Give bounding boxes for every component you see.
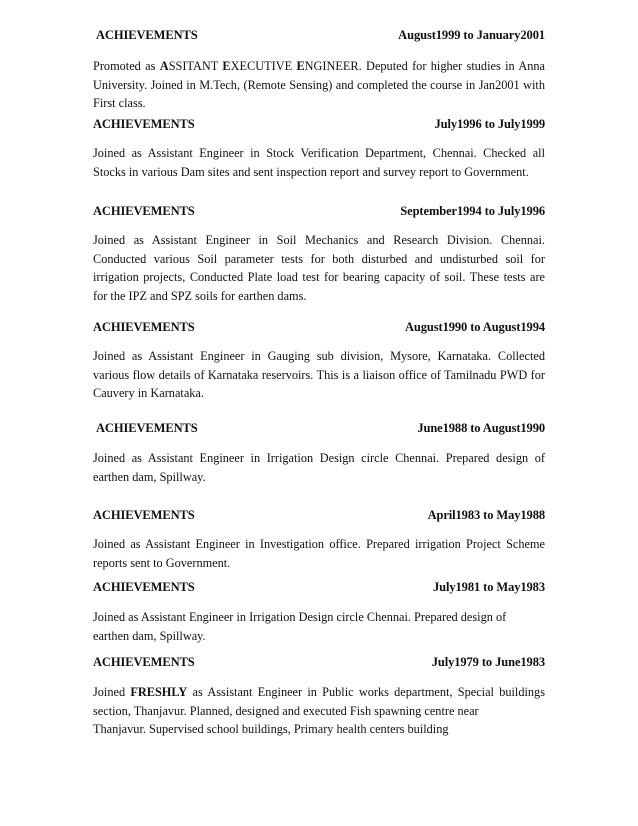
section-dates: June1988 to August1990: [417, 421, 545, 435]
section-description: [93, 449, 545, 486]
description-line: [93, 268, 545, 287]
description-line: [93, 702, 545, 721]
section-description: [93, 347, 545, 403]
section-header: [93, 655, 545, 671]
text-run: section, Thanjavur. Planned, designed and executed Fish spawning centre near: [93, 703, 479, 718]
text-run: irrigation projects, Conducted Plate load test for bearing capacity of soil. These tests are: [93, 270, 545, 284]
text-run: Thanjavur. Supervised school buildings, Primary health centers building: [93, 722, 449, 736]
description-line: [93, 608, 545, 627]
section-title: ACHIEVEMENTS: [93, 117, 195, 131]
text-run: Joined as Assistant Engineer in Irrigation Design circle Chennai. Prepared design of: [93, 610, 507, 624]
description-line: [93, 468, 545, 487]
section-description: [93, 535, 545, 572]
description-line: [93, 76, 545, 95]
text-run: Stocks in various Dam sites and sent inspection report and survey report to Government.: [93, 164, 529, 179]
text-run: earthen dam, Spillway.: [93, 469, 206, 484]
description-line: [93, 57, 545, 76]
section-title: ACHIEVEMENTS: [93, 580, 195, 594]
text-run: reports sent to Government.: [93, 555, 231, 570]
description-line: [93, 163, 545, 182]
text-run: various flow details of Karnataka reservoirs. This is a liaison office of Tamilnadu PWD for: [93, 367, 545, 382]
description-line: [93, 94, 545, 113]
description-line: [93, 720, 545, 739]
text-run: for the IPZ and SPZ soils for earthen dams.: [93, 288, 307, 303]
section-dates: July1979 to June1983: [431, 655, 545, 669]
description-line: [93, 449, 545, 468]
section-header: [93, 580, 545, 596]
text-run: Joined as Assistant Engineer in Irrigation Design circle Chennai. Prepared design of: [93, 451, 545, 465]
section-title: ACHIEVEMENTS: [93, 655, 195, 669]
section-dates: August1990 to August1994: [405, 320, 545, 334]
text-run: earthen dam, Spillway.: [93, 628, 206, 643]
section-header: [93, 320, 545, 336]
text-run: Joined as Assistant Engineer in Investigation office. Prepared irrigation Project Scheme: [93, 537, 545, 551]
bold-text: E: [222, 59, 231, 73]
section-header: [96, 28, 545, 44]
description-line: [93, 250, 545, 269]
section-title: ACHIEVEMENTS: [93, 204, 195, 218]
description-line: [93, 683, 545, 702]
text-run: Promoted as: [93, 59, 160, 73]
description-line: [93, 366, 545, 385]
description-line: [93, 347, 545, 366]
description-line: [93, 627, 545, 646]
section-header: [93, 508, 545, 524]
section-dates: July1996 to July1999: [434, 117, 545, 131]
section-dates: April1983 to May1988: [427, 508, 545, 522]
text-run: XECUTIVE: [230, 59, 297, 73]
section-dates: August1999 to January2001: [398, 28, 545, 42]
text-run: Joined as Assistant Engineer in Stock Verification Department, Chennai. Checked all: [93, 146, 545, 160]
text-run: Cauvery in Karnataka.: [93, 386, 204, 400]
description-line: [93, 144, 545, 163]
description-line: [93, 535, 545, 554]
text-run: SSITANT: [168, 59, 223, 73]
text-run: as Assistant Engineer in Public works department, Special buildings: [187, 685, 545, 699]
text-run: NGINEER. Deputed for higher studies in Anna: [304, 59, 545, 73]
section-dates: July1981 to May1983: [433, 580, 545, 594]
description-line: [93, 287, 545, 306]
bold-text: FRESHLY: [130, 685, 188, 699]
description-line: [93, 554, 545, 573]
text-run: Joined as Assistant Engineer in Soil Mechanics and Research Division. Chennai.: [93, 233, 545, 247]
section-title: ACHIEVEMENTS: [96, 421, 198, 435]
text-run: First class.: [93, 96, 146, 110]
section-title: ACHIEVEMENTS: [93, 320, 195, 334]
section-header: [93, 204, 545, 220]
section-description: [93, 57, 545, 113]
bold-text: E: [296, 59, 305, 73]
description-line: [93, 384, 545, 403]
section-description: [93, 683, 545, 739]
text-run: University. Joined in M.Tech, (Remote Sensing) and completed the course in Jan2001 with: [93, 77, 545, 92]
section-title: ACHIEVEMENTS: [96, 28, 198, 42]
section-header: [93, 117, 545, 133]
section-description: [93, 608, 545, 645]
text-run: Joined as Assistant Engineer in Gauging sub division, Mysore, Karnataka. Collected: [93, 349, 545, 363]
section-description: [93, 231, 545, 305]
section-header: [96, 421, 545, 437]
bold-text: A: [159, 59, 169, 73]
section-dates: September1994 to July1996: [400, 204, 545, 218]
text-run: Joined: [93, 685, 131, 699]
description-line: [93, 231, 545, 250]
section-description: [93, 144, 545, 181]
text-run: Conducted various Soil parameter tests for both disturbed and undisturbed soil for: [93, 251, 545, 266]
section-title: ACHIEVEMENTS: [93, 508, 195, 522]
